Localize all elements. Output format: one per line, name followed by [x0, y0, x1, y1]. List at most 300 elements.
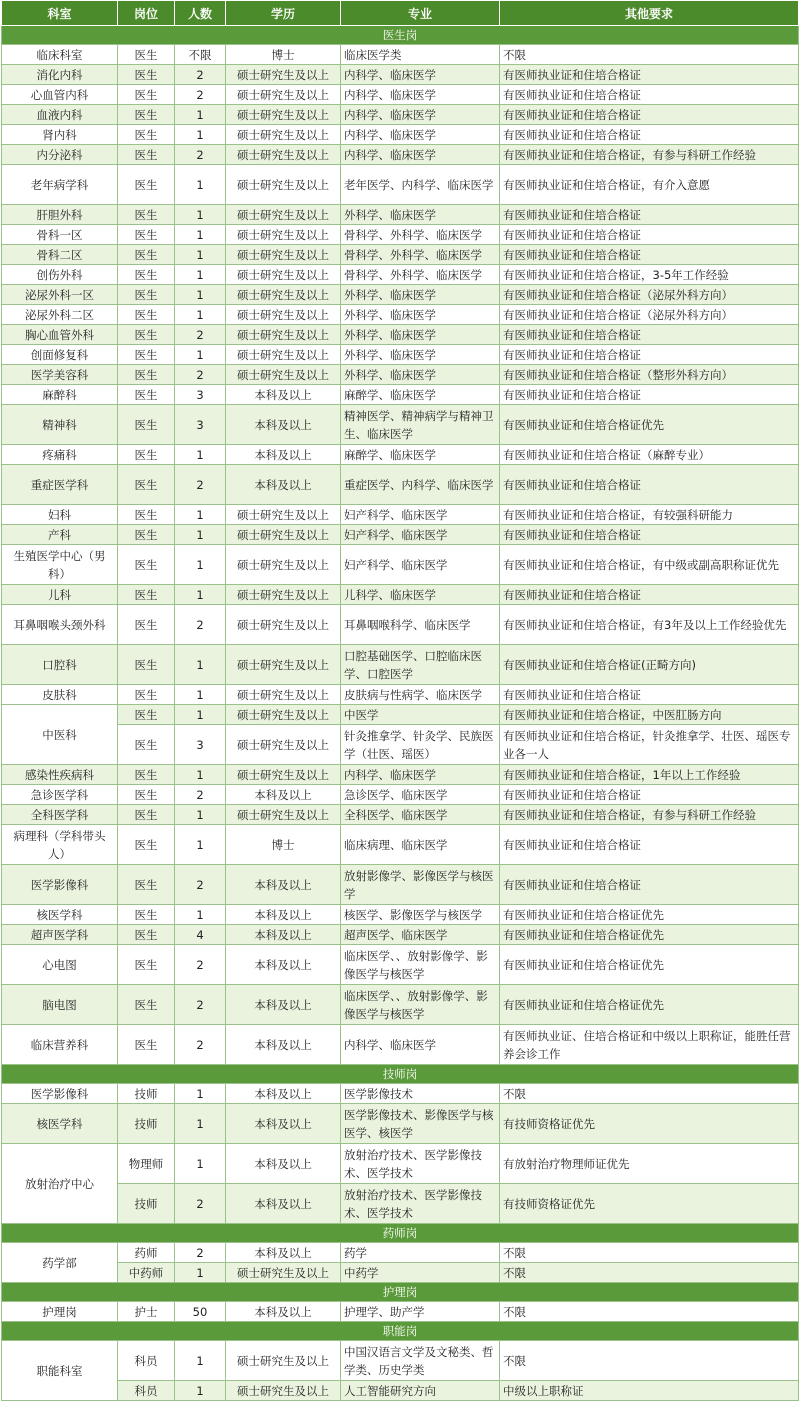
- header-department: 科室: [2, 1, 118, 26]
- requirements-cell: 有医师执业证和住培合格证: [500, 785, 799, 805]
- position-cell: 医生: [118, 405, 175, 445]
- department-cell: 肝胆外科: [2, 205, 118, 225]
- requirements-cell: 有医师执业证和住培合格证: [500, 585, 799, 605]
- position-cell: 医生: [118, 945, 175, 985]
- major-cell: 放射治疗技术、医学影像技术、医学技术: [341, 1144, 500, 1184]
- education-cell: 硕士研究生及以上: [226, 265, 341, 285]
- position-cell: 医生: [118, 225, 175, 245]
- table-row: [2, 45, 799, 65]
- major-cell: 中医学: [341, 705, 500, 725]
- department-cell: 内分泌科: [2, 145, 118, 165]
- education-cell: 硕士研究生及以上: [226, 585, 341, 605]
- education-cell: 硕士研究生及以上: [226, 285, 341, 305]
- table-row: [2, 705, 799, 725]
- headcount-cell: 2: [175, 465, 226, 505]
- section-title: 职能岗: [2, 1322, 799, 1341]
- table-row: [2, 805, 799, 825]
- department-cell: 妇科: [2, 505, 118, 525]
- headcount-cell: 1: [175, 705, 226, 725]
- requirements-cell: 有医师执业证和住培合格证（泌尿外科方向）: [500, 285, 799, 305]
- table-row: [2, 145, 799, 165]
- table-row: [2, 105, 799, 125]
- major-cell: 药学: [341, 1243, 500, 1263]
- education-cell: 硕士研究生及以上: [226, 65, 341, 85]
- section-header-row: [2, 1322, 799, 1341]
- table-row: [2, 205, 799, 225]
- requirements-cell: 有医师执业证和住培合格证，有参与科研工作经验: [500, 805, 799, 825]
- requirements-cell: 有医师执业证和住培合格证: [500, 245, 799, 265]
- requirements-cell: 有医师执业证和住培合格证(正畸方向): [500, 645, 799, 685]
- table-row: [2, 445, 799, 465]
- position-cell: 中药师: [118, 1263, 175, 1283]
- position-cell: 医生: [118, 305, 175, 325]
- major-cell: 放射影像学、影像医学与核医学: [341, 865, 500, 905]
- department-cell: 产科: [2, 525, 118, 545]
- table-row: [2, 1104, 799, 1144]
- major-cell: 针灸推拿学、针灸学、民族医学（壮医、瑶医）: [341, 725, 500, 765]
- headcount-cell: 1: [175, 825, 226, 865]
- table-row: [2, 225, 799, 245]
- department-cell: 皮肤科: [2, 685, 118, 705]
- position-cell: 医生: [118, 765, 175, 785]
- requirements-cell: 有医师执业证和住培合格证，有较强科研能力: [500, 505, 799, 525]
- education-cell: 硕士研究生及以上: [226, 525, 341, 545]
- requirements-cell: 不限: [500, 1302, 799, 1322]
- table-row: [2, 645, 799, 685]
- major-cell: 骨科学、外科学、临床医学: [341, 225, 500, 245]
- department-cell: 血液内科: [2, 105, 118, 125]
- recruitment-table: [1, 0, 799, 1401]
- department-cell: 老年病学科: [2, 165, 118, 205]
- headcount-cell: 2: [175, 945, 226, 985]
- major-cell: 外科学、临床医学: [341, 285, 500, 305]
- headcount-cell: 1: [175, 305, 226, 325]
- requirements-cell: 有医师执业证和住培合格证，中医肛肠方向: [500, 705, 799, 725]
- headcount-cell: 2: [175, 1184, 226, 1224]
- position-cell: 物理师: [118, 1144, 175, 1184]
- requirements-cell: 有医师执业证和住培合格证: [500, 225, 799, 245]
- major-cell: 医学影像技术、影像医学与核医学、核医学: [341, 1104, 500, 1144]
- header-requirements: 其他要求: [500, 1, 799, 26]
- major-cell: 老年医学、内科学、临床医学: [341, 165, 500, 205]
- education-cell: 硕士研究生及以上: [226, 325, 341, 345]
- department-cell: 核医学科: [2, 905, 118, 925]
- education-cell: 硕士研究生及以上: [226, 345, 341, 365]
- education-cell: 硕士研究生及以上: [226, 685, 341, 705]
- position-cell: 药师: [118, 1243, 175, 1263]
- table-row: [2, 525, 799, 545]
- headcount-cell: 1: [175, 645, 226, 685]
- position-cell: 医生: [118, 65, 175, 85]
- headcount-cell: 1: [175, 905, 226, 925]
- education-cell: 硕士研究生及以上: [226, 1341, 341, 1381]
- section-header-row: [2, 1283, 799, 1302]
- headcount-cell: 4: [175, 925, 226, 945]
- headcount-cell: 1: [175, 1341, 226, 1381]
- department-cell: 心电图: [2, 945, 118, 985]
- table-row: [2, 245, 799, 265]
- requirements-cell: 有医师执业证和住培合格证优先: [500, 985, 799, 1025]
- major-cell: 临床医学、、放射影像学、影像医学与核医学: [341, 945, 500, 985]
- education-cell: 本科及以上: [226, 1104, 341, 1144]
- education-cell: 本科及以上: [226, 385, 341, 405]
- position-cell: 医生: [118, 725, 175, 765]
- headcount-cell: 2: [175, 65, 226, 85]
- major-cell: 外科学、临床医学: [341, 305, 500, 325]
- major-cell: 临床医学、、放射影像学、影像医学与核医学: [341, 985, 500, 1025]
- headcount-cell: 2: [175, 785, 226, 805]
- requirements-cell: 有医师执业证和住培合格证优先: [500, 405, 799, 445]
- education-cell: 硕士研究生及以上: [226, 85, 341, 105]
- position-cell: 医生: [118, 265, 175, 285]
- position-cell: 医生: [118, 645, 175, 685]
- requirements-cell: 中级以上职称证: [500, 1381, 799, 1401]
- headcount-cell: 2: [175, 985, 226, 1025]
- headcount-cell: 1: [175, 765, 226, 785]
- major-cell: 内科学、临床医学: [341, 105, 500, 125]
- headcount-cell: 2: [175, 85, 226, 105]
- education-cell: 硕士研究生及以上: [226, 125, 341, 145]
- requirements-cell: 有医师执业证、住培合格证和中级以上职称证，能胜任营养会诊工作: [500, 1025, 799, 1065]
- headcount-cell: 1: [175, 585, 226, 605]
- education-cell: 硕士研究生及以上: [226, 605, 341, 645]
- department-cell: 疼痛科: [2, 445, 118, 465]
- position-cell: 医生: [118, 365, 175, 385]
- section-title: 医生岗: [2, 26, 799, 45]
- position-cell: 医生: [118, 865, 175, 905]
- headcount-cell: 1: [175, 105, 226, 125]
- department-cell: 医学影像科: [2, 1084, 118, 1104]
- table-row: [2, 305, 799, 325]
- education-cell: 本科及以上: [226, 465, 341, 505]
- table-row: [2, 325, 799, 345]
- education-cell: 硕士研究生及以上: [226, 225, 341, 245]
- position-cell: 医生: [118, 165, 175, 205]
- table-row: [2, 165, 799, 205]
- requirements-cell: 有医师执业证和住培合格证，有3年及以上工作经验优先: [500, 605, 799, 645]
- section-header-row: [2, 1065, 799, 1084]
- education-cell: 硕士研究生及以上: [226, 765, 341, 785]
- department-cell: 全科医学科: [2, 805, 118, 825]
- department-cell: 精神科: [2, 405, 118, 445]
- position-cell: 医生: [118, 45, 175, 65]
- table-row: [2, 605, 799, 645]
- requirements-cell: 有医师执业证和住培合格证: [500, 85, 799, 105]
- education-cell: 本科及以上: [226, 905, 341, 925]
- education-cell: 硕士研究生及以上: [226, 705, 341, 725]
- position-cell: 医生: [118, 925, 175, 945]
- requirements-cell: 有医师执业证和住培合格证（泌尿外科方向）: [500, 305, 799, 325]
- table-row: [2, 925, 799, 945]
- department-cell: 肾内科: [2, 125, 118, 145]
- headcount-cell: 1: [175, 205, 226, 225]
- major-cell: 口腔基础医学、口腔临床医学、口腔医学: [341, 645, 500, 685]
- headcount-cell: 3: [175, 725, 226, 765]
- department-cell: 创伤外科: [2, 265, 118, 285]
- table-row: [2, 265, 799, 285]
- headcount-cell: 1: [175, 1144, 226, 1184]
- position-cell: 护士: [118, 1302, 175, 1322]
- education-cell: 博士: [226, 825, 341, 865]
- department-cell: 儿科: [2, 585, 118, 605]
- department-cell: 骨科一区: [2, 225, 118, 245]
- table-row: [2, 345, 799, 365]
- table-row: [2, 785, 799, 805]
- education-cell: 硕士研究生及以上: [226, 725, 341, 765]
- requirements-cell: 有医师执业证和住培合格证: [500, 685, 799, 705]
- requirements-cell: 有医师执业证和住培合格证: [500, 825, 799, 865]
- major-cell: 麻醉学、临床医学: [341, 445, 500, 465]
- headcount-cell: 1: [175, 1084, 226, 1104]
- department-cell: 消化内科: [2, 65, 118, 85]
- requirements-cell: 有医师执业证和住培合格证（麻醉专业）: [500, 445, 799, 465]
- education-cell: 本科及以上: [226, 865, 341, 905]
- department-cell: 创面修复科: [2, 345, 118, 365]
- position-cell: 技师: [118, 1084, 175, 1104]
- department-cell: 临床营养科: [2, 1025, 118, 1065]
- department-cell: 心血管内科: [2, 85, 118, 105]
- department-cell: 医学影像科: [2, 865, 118, 905]
- major-cell: 核医学、影像医学与核医学: [341, 905, 500, 925]
- department-cell: 核医学科: [2, 1104, 118, 1144]
- major-cell: 重症医学、内科学、临床医学: [341, 465, 500, 505]
- headcount-cell: 1: [175, 505, 226, 525]
- department-cell: 泌尿外科一区: [2, 285, 118, 305]
- position-cell: 医生: [118, 685, 175, 705]
- position-cell: 医生: [118, 505, 175, 525]
- education-cell: 本科及以上: [226, 1184, 341, 1224]
- education-cell: 本科及以上: [226, 405, 341, 445]
- table-row: [2, 465, 799, 505]
- major-cell: 妇产科学、临床医学: [341, 545, 500, 585]
- requirements-cell: 不限: [500, 1084, 799, 1104]
- major-cell: 内科学、临床医学: [341, 145, 500, 165]
- table-row: [2, 1184, 799, 1224]
- requirements-cell: 不限: [500, 1263, 799, 1283]
- table-row: [2, 365, 799, 385]
- major-cell: 外科学、临床医学: [341, 365, 500, 385]
- requirements-cell: 不限: [500, 1341, 799, 1381]
- table-row: [2, 65, 799, 85]
- requirements-cell: 有医师执业证和住培合格证: [500, 65, 799, 85]
- education-cell: 硕士研究生及以上: [226, 505, 341, 525]
- major-cell: 内科学、临床医学: [341, 765, 500, 785]
- major-cell: 内科学、临床医学: [341, 125, 500, 145]
- position-cell: 医生: [118, 605, 175, 645]
- major-cell: 外科学、临床医学: [341, 345, 500, 365]
- section-title: 技师岗: [2, 1065, 799, 1084]
- table-row: [2, 1025, 799, 1065]
- department-cell: 重症医学科: [2, 465, 118, 505]
- department-cell: 病理科（学科带头人）: [2, 825, 118, 865]
- education-cell: 硕士研究生及以上: [226, 645, 341, 685]
- header-headcount: 人数: [175, 1, 226, 26]
- education-cell: 硕士研究生及以上: [226, 1263, 341, 1283]
- table-row: [2, 725, 799, 765]
- department-cell: 超声医学科: [2, 925, 118, 945]
- position-cell: 医生: [118, 785, 175, 805]
- department-cell: 脑电图: [2, 985, 118, 1025]
- education-cell: 硕士研究生及以上: [226, 145, 341, 165]
- major-cell: 骨科学、外科学、临床医学: [341, 265, 500, 285]
- headcount-cell: 1: [175, 805, 226, 825]
- requirements-cell: 有医师执业证和住培合格证优先: [500, 905, 799, 925]
- department-cell: 感染性疾病科: [2, 765, 118, 785]
- education-cell: 硕士研究生及以上: [226, 545, 341, 585]
- major-cell: 内科学、临床医学: [341, 65, 500, 85]
- position-cell: 医生: [118, 325, 175, 345]
- position-cell: 医生: [118, 125, 175, 145]
- table-row: [2, 125, 799, 145]
- major-cell: 中国汉语言文学及文秘类、哲学类、历史学类: [341, 1341, 500, 1381]
- major-cell: 外科学、临床医学: [341, 205, 500, 225]
- education-cell: 博士: [226, 45, 341, 65]
- position-cell: 医生: [118, 205, 175, 225]
- headcount-cell: 1: [175, 1263, 226, 1283]
- position-cell: 医生: [118, 985, 175, 1025]
- department-cell: 胸心血管外科: [2, 325, 118, 345]
- requirements-cell: 不限: [500, 1243, 799, 1263]
- position-cell: 医生: [118, 705, 175, 725]
- major-cell: 护理学、助产学: [341, 1302, 500, 1322]
- education-cell: 硕士研究生及以上: [226, 205, 341, 225]
- requirements-cell: 有医师执业证和住培合格证: [500, 385, 799, 405]
- education-cell: 硕士研究生及以上: [226, 165, 341, 205]
- major-cell: 外科学、临床医学: [341, 325, 500, 345]
- position-cell: 医生: [118, 905, 175, 925]
- department-cell: 生殖医学中心（男科）: [2, 545, 118, 585]
- position-cell: 医生: [118, 585, 175, 605]
- headcount-cell: 2: [175, 605, 226, 645]
- position-cell: 医生: [118, 525, 175, 545]
- headcount-cell: 1: [175, 345, 226, 365]
- section-title: 护理岗: [2, 1283, 799, 1302]
- table-body: [2, 26, 799, 1401]
- table-row: [2, 1084, 799, 1104]
- position-cell: 医生: [118, 445, 175, 465]
- table-row: [2, 585, 799, 605]
- department-cell: 中医科: [2, 705, 118, 765]
- section-title: 药师岗: [2, 1224, 799, 1243]
- requirements-cell: 有医师执业证和住培合格证: [500, 325, 799, 345]
- department-cell: 骨科二区: [2, 245, 118, 265]
- education-cell: 硕士研究生及以上: [226, 105, 341, 125]
- position-cell: 医生: [118, 805, 175, 825]
- major-cell: 全科医学、临床医学: [341, 805, 500, 825]
- major-cell: 妇产科学、临床医学: [341, 525, 500, 545]
- table-row: [2, 1341, 799, 1381]
- position-cell: 技师: [118, 1104, 175, 1144]
- requirements-cell: 有放射治疗物理师证优先: [500, 1144, 799, 1184]
- requirements-cell: 不限: [500, 45, 799, 65]
- major-cell: 耳鼻咽喉科学、临床医学: [341, 605, 500, 645]
- position-cell: 科员: [118, 1341, 175, 1381]
- headcount-cell: 3: [175, 405, 226, 445]
- headcount-cell: 不限: [175, 45, 226, 65]
- table-row: [2, 685, 799, 705]
- education-cell: 硕士研究生及以上: [226, 805, 341, 825]
- major-cell: 医学影像技术: [341, 1084, 500, 1104]
- education-cell: 本科及以上: [226, 1243, 341, 1263]
- education-cell: 本科及以上: [226, 925, 341, 945]
- headcount-cell: 3: [175, 385, 226, 405]
- section-header-row: [2, 1224, 799, 1243]
- headcount-cell: 1: [175, 165, 226, 205]
- education-cell: 本科及以上: [226, 1084, 341, 1104]
- requirements-cell: 有医师执业证和住培合格证: [500, 865, 799, 905]
- department-cell: 麻醉科: [2, 385, 118, 405]
- major-cell: 麻醉学、临床医学: [341, 385, 500, 405]
- major-cell: 临床病理、临床医学: [341, 825, 500, 865]
- table-row: [2, 905, 799, 925]
- table-row: [2, 1302, 799, 1322]
- department-cell: 临床科室: [2, 45, 118, 65]
- header-major: 专业: [341, 1, 500, 26]
- requirements-cell: 有医师执业证和住培合格证: [500, 105, 799, 125]
- education-cell: 本科及以上: [226, 1025, 341, 1065]
- position-cell: 医生: [118, 1025, 175, 1065]
- header-position: 岗位: [118, 1, 175, 26]
- department-cell: 耳鼻咽喉头颈外科: [2, 605, 118, 645]
- education-cell: 本科及以上: [226, 1302, 341, 1322]
- education-cell: 硕士研究生及以上: [226, 365, 341, 385]
- requirements-cell: 有医师执业证和住培合格证: [500, 465, 799, 505]
- major-cell: 皮肤病与性病学、临床医学: [341, 685, 500, 705]
- table-row: [2, 85, 799, 105]
- major-cell: 人工智能研究方向: [341, 1381, 500, 1401]
- department-cell: 药学部: [2, 1243, 118, 1283]
- position-cell: 医生: [118, 85, 175, 105]
- table-row: [2, 945, 799, 985]
- headcount-cell: 2: [175, 365, 226, 385]
- headcount-cell: 1: [175, 1104, 226, 1144]
- education-cell: 硕士研究生及以上: [226, 305, 341, 325]
- department-cell: 急诊医学科: [2, 785, 118, 805]
- position-cell: 医生: [118, 285, 175, 305]
- headcount-cell: 1: [175, 685, 226, 705]
- header-row: [2, 1, 799, 26]
- table-row: [2, 505, 799, 525]
- major-cell: 妇产科学、临床医学: [341, 505, 500, 525]
- position-cell: 医生: [118, 465, 175, 505]
- table-row: [2, 285, 799, 305]
- requirements-cell: 有医师执业证和住培合格证，有参与科研工作经验: [500, 145, 799, 165]
- requirements-cell: 有医师执业证和住培合格证: [500, 345, 799, 365]
- education-cell: 本科及以上: [226, 945, 341, 985]
- requirements-cell: 有医师执业证和住培合格证: [500, 125, 799, 145]
- department-cell: 护理岗: [2, 1302, 118, 1322]
- position-cell: 技师: [118, 1184, 175, 1224]
- position-cell: 医生: [118, 145, 175, 165]
- department-cell: 泌尿外科二区: [2, 305, 118, 325]
- headcount-cell: 1: [175, 445, 226, 465]
- header-education: 学历: [226, 1, 341, 26]
- requirements-cell: 有医师执业证和住培合格证，有中级或副高职称证优先: [500, 545, 799, 585]
- major-cell: 超声医学、临床医学: [341, 925, 500, 945]
- headcount-cell: 1: [175, 125, 226, 145]
- table-row: [2, 1263, 799, 1283]
- position-cell: 医生: [118, 825, 175, 865]
- requirements-cell: 有医师执业证和住培合格证，有介入意愿: [500, 165, 799, 205]
- headcount-cell: 1: [175, 225, 226, 245]
- requirements-cell: 有技师资格证优先: [500, 1184, 799, 1224]
- major-cell: 儿科学、临床医学: [341, 585, 500, 605]
- major-cell: 临床医学类: [341, 45, 500, 65]
- department-cell: 放射治疗中心: [2, 1144, 118, 1224]
- major-cell: 骨科学、外科学、临床医学: [341, 245, 500, 265]
- headcount-cell: 2: [175, 325, 226, 345]
- headcount-cell: 1: [175, 285, 226, 305]
